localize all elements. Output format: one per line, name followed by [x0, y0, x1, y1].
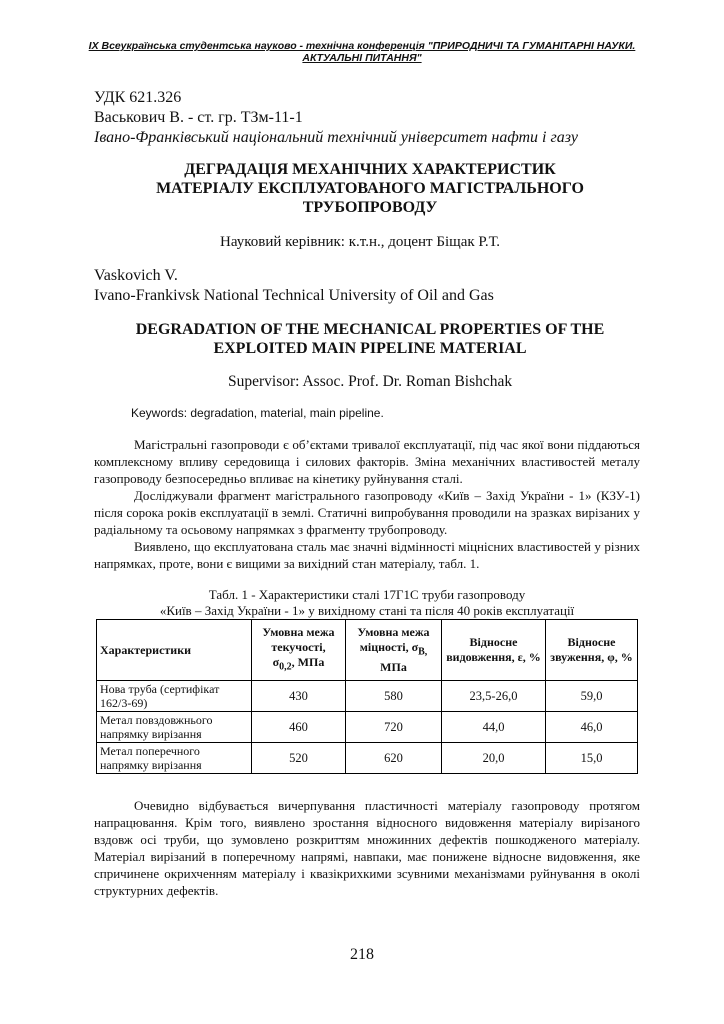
table-header-row — [97, 620, 638, 681]
paragraph-4: Очевидно відбувається вичерпування пластичності матеріалу газопроводу протягом напрацювання. Крім того, виявлено зростання відносного видовження матеріалу вирізаного вздовж осі труби, що зумовлено розкриттям множинних дефектів пошкодженого матеріалу. Матеріал вирізаний в поперечному напрямі, навпаки, має понижене відносне видовження, яке спричинене окрихченням матеріалу і квазікрихкими зсувними механізмами руйнування в околі структурних дефектів. — [94, 798, 640, 898]
header-yield-label: Умовна межа текучості, — [262, 625, 335, 655]
title-ua-line3: ТРУБОПРОВОДУ — [302, 199, 438, 216]
author-ua: Васькович В. - ст. гр. ТЗм-11-1 — [94, 109, 303, 126]
conference-header-line1: IX Всеукраїнська студентська науково - технічна конференція "ПРИРОДНИЧІ ТА ГУМАНІТАРНІ НАУКИ. — [88, 40, 636, 52]
table-caption-line1: Табл. 1 - Характеристики сталі 17Г1С труби газопроводу — [208, 587, 526, 602]
properties-table — [96, 619, 638, 774]
header-yield-unit: , МПа — [291, 655, 325, 670]
row-elongation: 23,5-26,0 — [442, 681, 546, 712]
conference-header — [60, 40, 664, 64]
table-caption-line2: «Київ – Захід України - 1» у вихідному стані та після 40 років експлуатації — [159, 603, 575, 618]
table-row — [97, 743, 638, 774]
table-caption — [94, 587, 640, 619]
header-characteristics: Характеристики — [97, 620, 252, 681]
title-en — [94, 320, 646, 358]
row-reduction: 46,0 — [546, 712, 638, 743]
supervisor-en: Supervisor: Assoc. Prof. Dr. Roman Bishchak — [228, 373, 513, 390]
affiliation-ua: Івано-Франківський національний технічний університет нафти і газу — [94, 129, 578, 146]
row-name: Метал повздовжнього напрямку вирізання — [97, 712, 252, 743]
header-tensile-strength — [346, 620, 442, 681]
header-tensile-unit: МПа — [380, 659, 407, 674]
author-en: Vaskovich V. — [94, 267, 178, 284]
table-row — [97, 712, 638, 743]
title-en-line1: DEGRADATION OF THE MECHANICAL PROPERTIES OF THE — [135, 321, 605, 338]
row-strength: 580 — [346, 681, 442, 712]
body-upper — [94, 436, 640, 572]
header-elongation: Відносне видовження, ε, % — [442, 620, 546, 681]
conference-header-line2: АКТУАЛЬНІ ПИТАННЯ" — [302, 52, 422, 64]
header-tensile-subscript: В, — [418, 646, 428, 658]
row-strength: 620 — [346, 743, 442, 774]
title-ua-line1: ДЕГРАДАЦІЯ МЕХАНІЧНИХ ХАРАКТЕРИСТИК — [184, 161, 556, 178]
row-name: Нова труба (сертифікат 162/3-69) — [97, 681, 252, 712]
keywords: Keywords: degradation, material, main pipeline. — [131, 406, 384, 420]
header-yield-subscript: 0,2 — [279, 661, 292, 673]
table-row — [97, 681, 638, 712]
title-ua-line2: МАТЕРІАЛУ ЕКСПЛУАТОВАНОГО МАГІСТРАЛЬНОГО — [156, 180, 584, 197]
row-elongation: 20,0 — [442, 743, 546, 774]
row-reduction: 59,0 — [546, 681, 638, 712]
title-ua — [94, 160, 646, 217]
affiliation-en: Ivano-Frankivsk National Technical University of Oil and Gas — [94, 287, 494, 304]
header-reduction: Відносне звуження, φ, % — [546, 620, 638, 681]
udk-code: УДК 621.326 — [94, 89, 182, 106]
row-yield: 520 — [252, 743, 346, 774]
row-elongation: 44,0 — [442, 712, 546, 743]
row-yield: 430 — [252, 681, 346, 712]
row-yield: 460 — [252, 712, 346, 743]
row-reduction: 15,0 — [546, 743, 638, 774]
paragraph-3: Виявлено, що експлуатована сталь має значні відмінності міцнісних властивостей у різних напрямках, проте, вони є вищими за вихідний стан матеріалу, табл. 1. — [94, 539, 640, 571]
body-lower — [94, 797, 640, 899]
row-name: Метал поперечного напрямку вирізання — [97, 743, 252, 774]
page-number: 218 — [350, 946, 374, 963]
paragraph-2: Досліджували фрагмент магістрального газопроводу «Київ – Захід України - 1» (КЗУ-1) після сорока років експлуатації в землі. Статичні випробування проводили на зразках вирізаних у радіальному та осьовому напрямках з фрагменту трубопроводу. — [94, 488, 640, 537]
header-yield-strength — [252, 620, 346, 681]
header-tensile-label: Умовна межа міцності, σ — [357, 625, 430, 655]
supervisor-ua: Науковий керівник: к.т.н., доцент Біщак Р.Т. — [220, 234, 501, 250]
row-strength: 720 — [346, 712, 442, 743]
paragraph-1: Магістральні газопроводи є об’єктами тривалої експлуатації, під час якої вони піддаються комплексному впливу середовища і силових факторів. Зміна механічних властивостей металу газопроводу безпосередньо впливає на кінетику руйнування сталі. — [94, 437, 640, 486]
header-yield-symbol: σ — [272, 655, 280, 670]
title-en-line2: EXPLOITED MAIN PIPELINE MATERIAL — [213, 340, 527, 357]
